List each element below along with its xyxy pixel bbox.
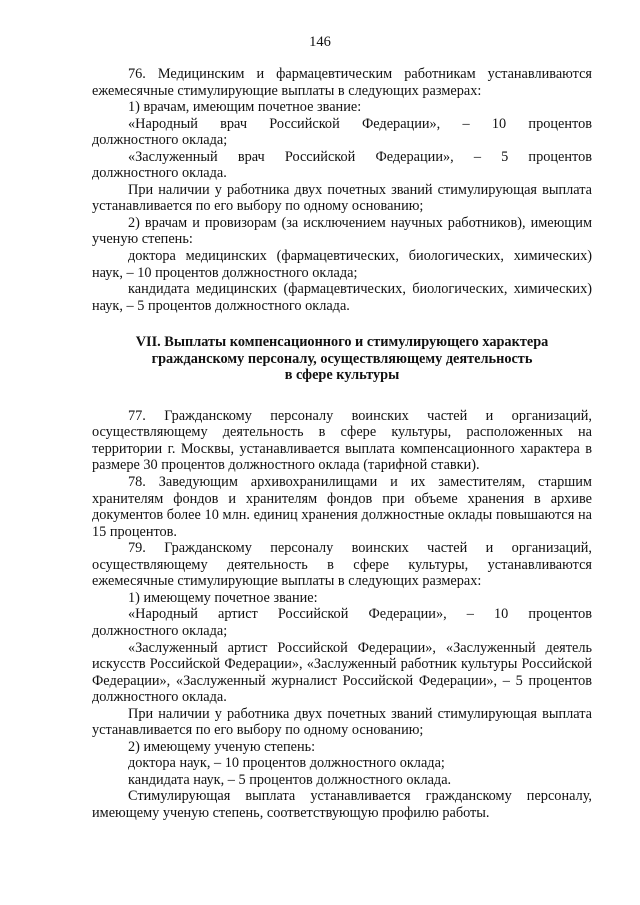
paragraph: 78. Заведующим архивохранилищами и их заместителям, старшим хранителям фондов и хранителям фондов при объеме хранения в архиве документов более 10 млн. единиц хранения должностные оклады повышаются на 15 процентов. xyxy=(92,474,592,540)
section-heading-line: в сфере культуры xyxy=(284,367,400,384)
paragraph: 77. Гражданскому персоналу воинских частей и организаций, осуществляющему деятельность в сфере культуры, расположенных на территории г. Москвы, устанавливается выплата компенсационного характера в размере 30 процентов должностного оклада (тарифной ставки). xyxy=(92,407,592,474)
paragraph: 2) врачам и провизорам (за исключением научных работников), имеющим ученую степень: xyxy=(92,214,592,248)
paragraph: «Народный врач Российской Федерации», – 10 процентов xyxy=(128,115,592,132)
section-heading-line: VII. Выплаты компенсационного и стимулирующего характера xyxy=(135,334,549,351)
paragraph: 1) имеющему почетное звание: xyxy=(128,589,318,606)
paragraph: «Заслуженный артист Российской Федерации», «Заслуженный деятель искусств Российской Федерации», «Заслуженный работник культуры Российской Федерации», «Заслуженный журналист Российской Федерации», – 5 процентов должностного оклада. xyxy=(92,639,592,706)
paragraph: «Заслуженный врач Российской Федерации», – 5 процентов xyxy=(128,148,592,165)
paragraph: кандидата медицинских (фармацевтических, биологических, химических) наук, – 5 процентов должностного оклада. xyxy=(92,281,592,314)
paragraph: 2) имеющему ученую степень: xyxy=(128,738,316,755)
paragraph: 76. Медицинским и фармацевтическим работникам устанавливаются ежемесячные стимулирующие выплаты в следующих размерах: xyxy=(92,66,592,99)
paragraphs-before-section xyxy=(92,66,592,314)
paragraph: должностного оклада; xyxy=(92,622,228,639)
paragraph: должностного оклада. xyxy=(92,165,227,182)
page-number: 146 xyxy=(309,34,331,50)
paragraph: 79. Гражданскому персоналу воинских частей и организаций, осуществляющему деятельность в сфере культуры, устанавливаются ежемесячные стимулирующие выплаты в следующих размерах: xyxy=(92,540,592,590)
paragraph: «Народный артист Российской Федерации», – 10 процентов xyxy=(128,606,592,623)
section-heading-line: гражданскому персоналу, осуществляющему деятельность xyxy=(151,350,533,367)
paragraph: доктора медицинских (фармацевтических, биологических, химических) наук, – 10 процентов должностного оклада; xyxy=(92,248,592,281)
paragraph: При наличии у работника двух почетных званий стимулирующая выплата устанавливается по его выбору по одному основанию; xyxy=(92,705,592,739)
section-heading xyxy=(92,334,592,384)
paragraphs-after-section xyxy=(92,408,592,822)
paragraph: должностного оклада; xyxy=(92,132,228,149)
paragraph: Стимулирующая выплата устанавливается гражданскому персоналу, имеющему ученую степень, соответствующую профилю работы. xyxy=(92,788,592,821)
paragraph: При наличии у работника двух почетных званий стимулирующая выплата устанавливается по его выбору по одному основанию; xyxy=(92,181,592,215)
paragraph: доктора наук, – 10 процентов должностного оклада; xyxy=(128,755,445,772)
paragraph: 1) врачам, имеющим почетное звание: xyxy=(128,99,362,116)
document-body xyxy=(92,66,592,822)
paragraph: кандидата наук, – 5 процентов должностного оклада. xyxy=(128,771,452,788)
